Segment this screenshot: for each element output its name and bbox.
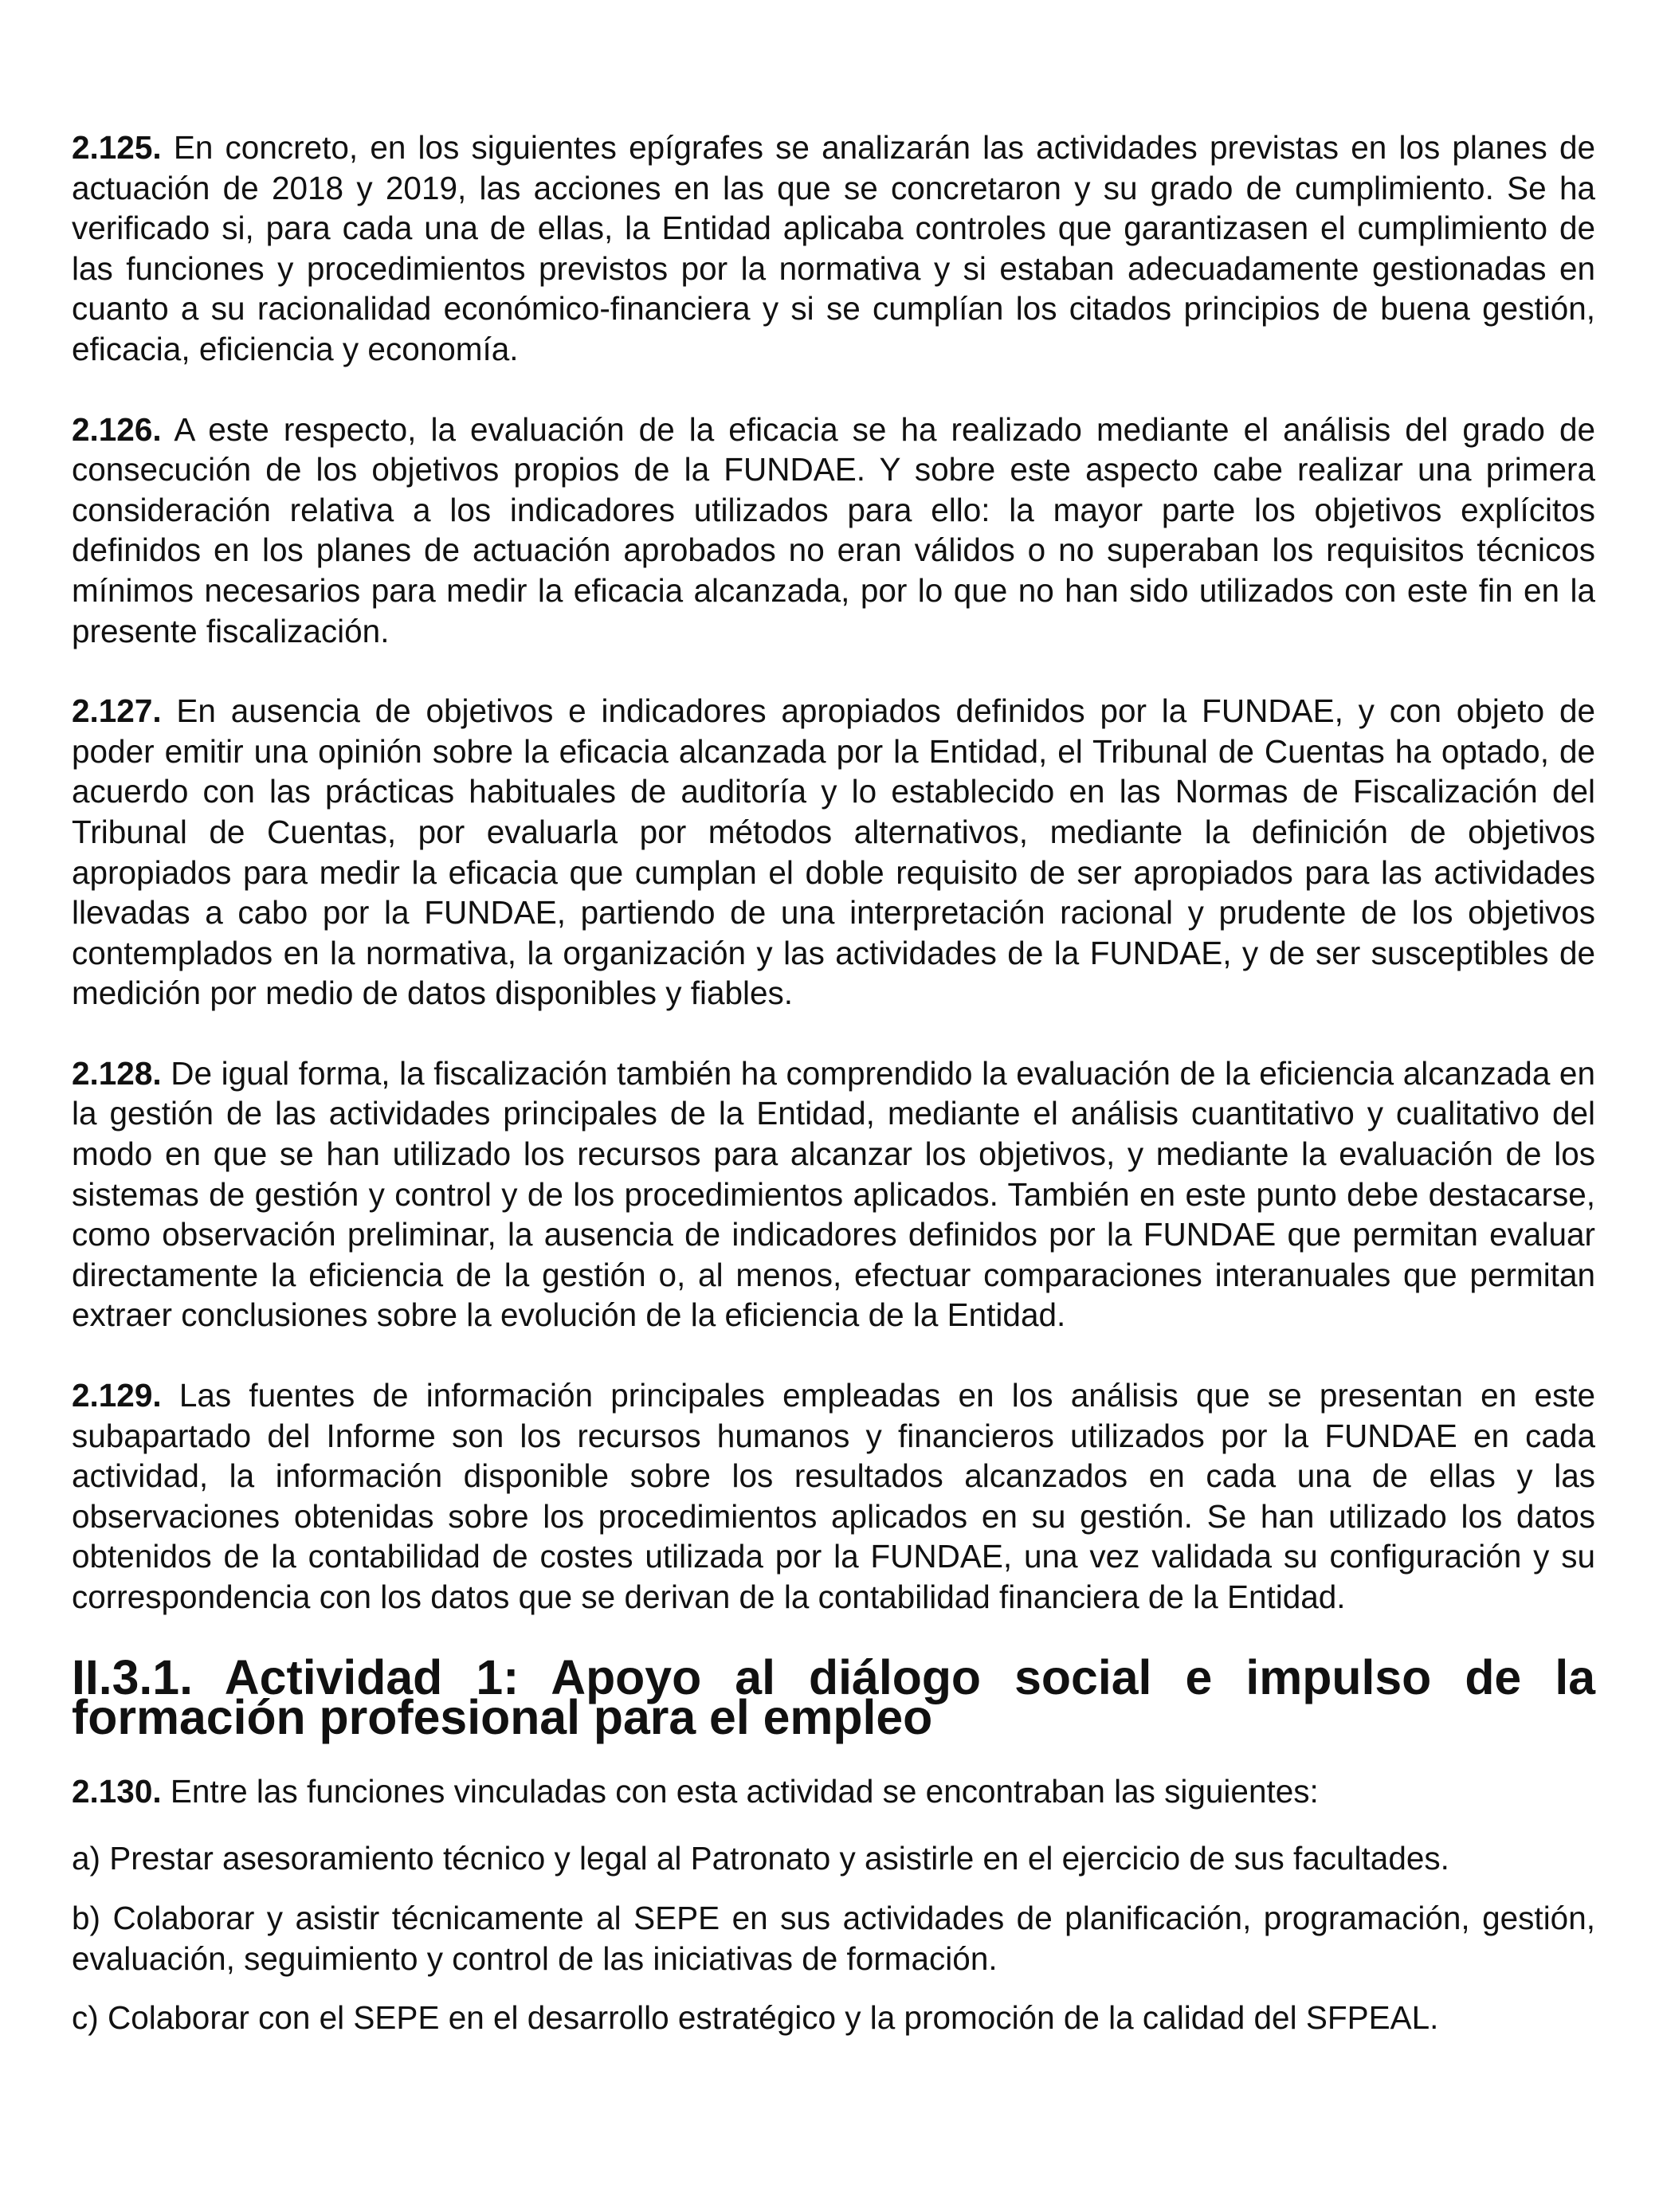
paragraph-number: 2.126.	[72, 410, 162, 448]
list-item-a: a) Prestar asesoramiento técnico y legal al Patronato y asistirle en el ejercicio de sus facultades.	[72, 1840, 1449, 1877]
paragraph-text: De igual forma, la fiscalización también ha comprendido la evaluación de la eficiencia alcanzada en la gestión de las actividades principales de la Entidad, mediante el análisis cuantitativo y cualitativo del modo en que se han utilizado los recursos para alcanzar los objetivos, y mediante la evaluación de los sistemas de gestión y control y de los procedimientos aplicados. También en este punto debe destacarse, como observación preliminar, la ausencia de indicadores definidos por la FUNDAE que permitan evaluar directamente la eficiencia de la gestión o, al menos, efectuar comparaciones interanuales que permitan extraer conclusiones sobre la evolución de la eficiencia de la Entidad.	[72, 1054, 1595, 1334]
paragraph-2-125	[72, 127, 1595, 370]
section-heading: II.3.1. Actividad 1: Apoyo al diálogo social e impulso de la formación profesional para el empleo	[72, 1649, 1595, 1745]
paragraph-number: 2.127.	[72, 692, 162, 730]
paragraph-text: En concreto, en los siguientes epígrafes se analizarán las actividades previstas en los planes de actuación de 2018 y 2019, las acciones en las que se concretaron y su grado de cumplimiento. Se ha verificado si, para cada una de ellas, la Entidad aplicaba controles que garantizasen el cumplimiento de las funciones y procedimientos previstos por la normativa y si estaban adecuadamente gestionadas en cuanto a su racionalidad económico-financiera y si se cumplían los citados principios de buena gestión, eficacia, eficiencia y economía.	[72, 129, 1595, 367]
paragraph-number: 2.129.	[72, 1377, 162, 1414]
document-page	[72, 127, 1595, 2057]
paragraph-number: 2.125.	[72, 129, 162, 166]
paragraph-text: Entre las funciones vinculadas con esta actividad se encontraban las siguientes:	[170, 1772, 1319, 1810]
paragraph-number: 2.130.	[72, 1772, 162, 1810]
paragraph-number: 2.128.	[72, 1054, 162, 1092]
paragraph-2-128	[72, 1053, 1595, 1335]
paragraph-2-129	[72, 1375, 1595, 1618]
paragraph-2-126	[72, 410, 1595, 652]
paragraph-2-127	[72, 691, 1595, 1014]
list-item-b: b) Colaborar y asistir técnicamente al SEPE en sus actividades de planificación, programación, gestión, evaluación, seguimiento y control de las iniciativas de formación.	[72, 1899, 1595, 1977]
paragraph-text: Las fuentes de información principales empleadas en los análisis que se presentan en este subapartado del Informe son los recursos humanos y financieros utilizados por la FUNDAE en cada actividad, la información disponible sobre los resultados alcanzados en cada una de ellas y las observaciones obtenidas sobre los procedimientos aplicados en su gestión. Se han utilizado los datos obtenidos de la contabilidad de costes utilizada por la FUNDAE, una vez validada su configuración y su correspondencia con los datos que se derivan de la contabilidad financiera de la Entidad.	[72, 1377, 1595, 1615]
paragraph-text: En ausencia de objetivos e indicadores apropiados definidos por la FUNDAE, y con objeto de poder emitir una opinión sobre la eficacia alcanzada por la Entidad, el Tribunal de Cuentas ha optado, de acuerdo con las prácticas habituales de auditoría y lo establecido en las Normas de Fiscalización del Tribunal de Cuentas, por evaluarla por métodos alternativos, mediante la definición de objetivos apropiados para medir la eficacia que cumplan el doble requisito de ser apropiados para las actividades llevadas a cabo por la FUNDAE, partiendo de una interpretación racional y prudente de los objetivos contemplados en la normativa, la organización y las actividades de la FUNDAE, y de ser susceptibles de medición por medio de datos disponibles y fiables.	[72, 692, 1595, 1012]
list-item-c: c) Colaborar con el SEPE en el desarrollo estratégico y la promoción de la calidad del SFPEAL.	[72, 1999, 1439, 2037]
paragraph-2-130	[72, 1771, 1595, 1812]
paragraph-text: A este respecto, la evaluación de la eficacia se ha realizado mediante el análisis del grado de consecución de los objetivos propios de la FUNDAE. Y sobre este aspecto cabe realizar una primera consideración relativa a los indicadores utilizados para ello: la mayor parte los objetivos explícitos definidos en los planes de actuación aprobados no eran válidos o no superaban los requisitos técnicos mínimos necesarios para medir la eficacia alcanzada, por lo que no han sido utilizados con este fin en la presente fiscalización.	[72, 410, 1595, 649]
